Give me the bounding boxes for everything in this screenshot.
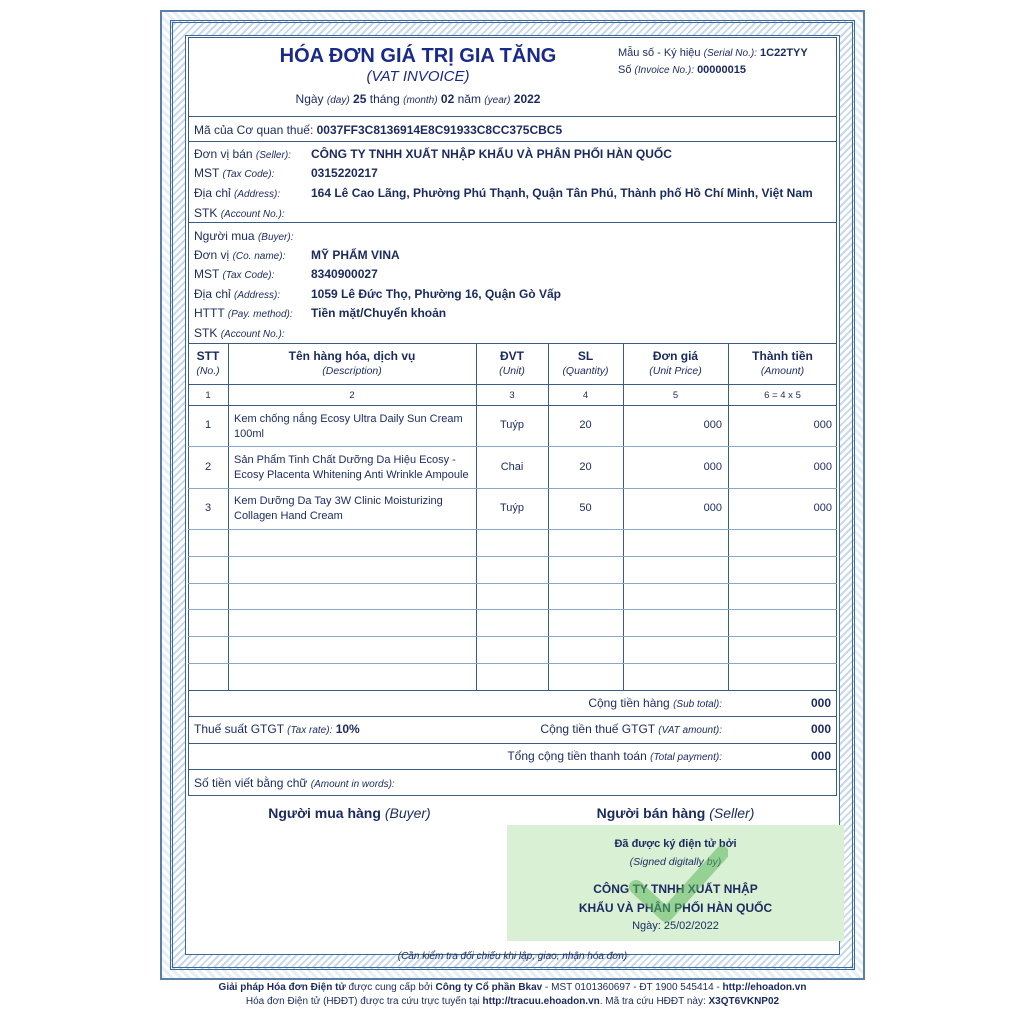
col-header-amount: Thành tiền (Amount): [752, 349, 813, 377]
divider: [188, 141, 837, 142]
row-divider: [188, 609, 837, 610]
row-no: 2: [204, 461, 212, 473]
month-en: (month): [403, 95, 438, 106]
row-divider: [188, 663, 837, 664]
table-divider: [188, 384, 837, 385]
footer-line-1: Giải pháp Hóa đơn Điện tử được cung cấp bởi Công ty Cổ phần Bkav - MST 0101360697 - ĐT 1900 545414 - http://ehoadon.vn: [218, 982, 807, 993]
seller-address-label: Địa chỉ (Address):: [194, 186, 281, 200]
row-unit-price: 000: [703, 461, 722, 473]
row-amount: 000: [813, 502, 832, 514]
table-bottom: [188, 690, 837, 691]
row-unit-price: 000: [703, 502, 722, 514]
row-description: Kem Dưỡng Da Tay 3W Clinic Moisturizing Collagen Hand Cream: [234, 495, 443, 522]
table-col-line: [728, 343, 729, 690]
row-unit-price: 000: [703, 419, 722, 431]
buyer-account-label: STK (Account No.):: [194, 326, 285, 340]
divider: [188, 222, 837, 223]
col-index-3: 3: [509, 390, 515, 401]
col-index-4: 4: [582, 390, 589, 401]
ehoadon-link[interactable]: http://ehoadon.vn: [722, 982, 807, 993]
row-amount: 000: [813, 419, 832, 431]
seller-account-label: STK (Account No.):: [194, 206, 285, 220]
tracuu-link[interactable]: http://tracuu.ehoadon.vn: [482, 996, 600, 1007]
col-header-unit: ĐVT (Unit): [499, 349, 525, 377]
signer-company-line1: CÔNG TY TNHH XUẤT NHẬP: [593, 882, 758, 896]
payment-method-label: HTTT (Pay. method):: [194, 306, 293, 320]
col-index-5: 5: [672, 390, 679, 401]
row-unit: Tuýp: [499, 419, 525, 431]
row-unit: Chai: [500, 461, 524, 473]
invoice-subtitle: (VAT INVOICE): [366, 68, 470, 85]
buyer-company-label: Đơn vị (Co. name):: [194, 248, 286, 262]
divider: [188, 716, 837, 717]
divider: [188, 769, 837, 770]
total-payment-value: 000: [810, 749, 831, 763]
row-quantity: 20: [579, 419, 592, 431]
invoice-title: HÓA ĐƠN GIÁ TRỊ GIA TĂNG: [279, 45, 557, 67]
year-en: (year): [484, 95, 511, 106]
table-col-line: [228, 343, 229, 690]
tax-rate-label: Thuế suất GTGT (Tax rate): 10%: [194, 722, 360, 736]
row-divider: [188, 636, 837, 637]
divider: [188, 743, 837, 744]
buyer-signature-label: Người mua hàng (Buyer): [268, 805, 431, 821]
amount-in-words-label: Số tiền viết bằng chữ (Amount in words):: [194, 776, 395, 790]
invoice-no-en: (Invoice No.):: [634, 65, 694, 76]
col-header-no: STT (No.): [196, 349, 220, 377]
row-divider: [188, 488, 837, 489]
day-en: (day): [326, 95, 350, 106]
tax-authority-code: 0037FF3C8136914E8C91933C8CC375CBC5: [316, 123, 563, 137]
tax-authority-row: [194, 123, 562, 137]
seller-tax-code: 0315220217: [311, 166, 378, 180]
col-header-unit-price: Đơn giá (Unit Price): [649, 349, 702, 377]
divider: [188, 343, 837, 344]
row-divider: [188, 529, 837, 530]
seller-name: CÔNG TY TNHH XUẤT NHẬP KHẨU VÀ PHÂN PHỐI HÀN QUỐC: [311, 147, 672, 161]
seller-signature-label: Người bán hàng (Seller): [596, 805, 755, 821]
table-col-line: [623, 343, 624, 690]
lookup-code: X3QT6VKNP02: [708, 996, 780, 1007]
payment-method: Tiền mặt/Chuyển khoản: [311, 306, 447, 320]
day-value: 25: [353, 92, 367, 106]
signed-label: Đã được ký điện tử bởi: [614, 838, 737, 850]
seller-name-label: Đơn vị bán (Seller):: [194, 147, 291, 161]
table-col-line: [476, 343, 477, 690]
buyer-tax-code: 8340900027: [311, 267, 378, 281]
title-block: [188, 37, 837, 116]
buyer-address-label: Địa chỉ (Address):: [194, 287, 281, 301]
signed-en-label: (Signed digitally by): [629, 856, 722, 868]
buyer-company: MỸ PHẨM VINA: [311, 248, 400, 262]
seller-address: 164 Lê Cao Lãng, Phường Phú Thạnh, Quận Tân Phú, Thành phố Hồ Chí Minh, Việt Nam: [311, 186, 813, 200]
invoice-date: [188, 92, 648, 106]
seller-tax-label: MST (Tax Code):: [194, 166, 275, 180]
vat-amount-label: Cộng tiền thuế GTGT (VAT amount):: [540, 722, 722, 736]
date-prefix: Ngày: [295, 92, 324, 106]
signed-date: Ngày: 25/02/2022: [632, 920, 719, 932]
verification-note: (Cần kiểm tra đối chiếu khi lập, giao, nhận hóa đơn): [397, 951, 628, 962]
subtotal-value: 000: [810, 696, 831, 710]
serial-value: 1C22TYY: [760, 47, 808, 59]
year-value: 2022: [513, 92, 541, 106]
vat-amount-value: 000: [810, 722, 831, 736]
row-description: Sản Phẩm Tinh Chất Dưỡng Da Hiệu Ecosy - Ecosy Placenta Whitening Anti Wrinkle Ampoule: [234, 454, 469, 481]
col-index-2: 2: [349, 390, 355, 401]
serial-en: (Serial No.):: [703, 48, 757, 59]
buyer-address: 1059 Lê Đức Thọ, Phường 16, Quận Gò Vấp: [311, 287, 561, 301]
row-divider: [188, 583, 837, 584]
col-index-6: 6 = 4 x 5: [764, 390, 801, 401]
year-word: năm: [457, 92, 481, 106]
buyer-tax-label: MST (Tax Code):: [194, 267, 275, 281]
total-payment-label: Tổng cộng tiền thanh toán (Total payment):: [507, 749, 722, 763]
row-description: Kem chống nắng Ecosy Ultra Daily Sun Cream 100ml: [234, 413, 463, 440]
invoice-no-value: 00000015: [697, 64, 747, 76]
serial-block: [618, 45, 808, 79]
table-divider: [188, 405, 837, 406]
row-quantity: 50: [579, 502, 592, 514]
row-quantity: 20: [579, 461, 592, 473]
col-index-1: 1: [205, 390, 211, 401]
table-col-line: [548, 343, 549, 690]
tax-authority-label: Mã của Cơ quan thuế:: [194, 123, 314, 137]
row-no: 3: [204, 502, 212, 514]
col-header-description: Tên hàng hóa, dịch vụ (Description): [288, 349, 416, 377]
buyer-label: Người mua (Buyer):: [194, 229, 294, 243]
row-amount: 000: [813, 461, 832, 473]
invoice-no-label: Số: [618, 64, 632, 76]
row-divider: [188, 556, 837, 557]
col-header-quantity: SL (Quantity): [562, 349, 609, 377]
row-divider: [188, 446, 837, 447]
month-value: 02: [440, 92, 455, 106]
row-no: 1: [204, 419, 212, 431]
subtotal-label: Cộng tiền hàng (Sub total):: [588, 696, 722, 710]
month-word: tháng: [369, 92, 400, 106]
checkmark-icon: [628, 845, 728, 925]
divider: [188, 116, 837, 117]
footer-line-2: Hóa đơn Điện tử (HĐĐT) được tra cứu trực tuyến tại http://tracuu.ehoadon.vn. Mã tra cứu HĐĐT này: X3QT6VKNP02: [245, 996, 780, 1007]
row-unit: Tuýp: [499, 502, 525, 514]
signer-company-line2: KHẨU VÀ PHÂN PHỐI HÀN QUỐC: [578, 901, 773, 915]
serial-label: Mẫu số - Ký hiệu: [618, 47, 701, 59]
